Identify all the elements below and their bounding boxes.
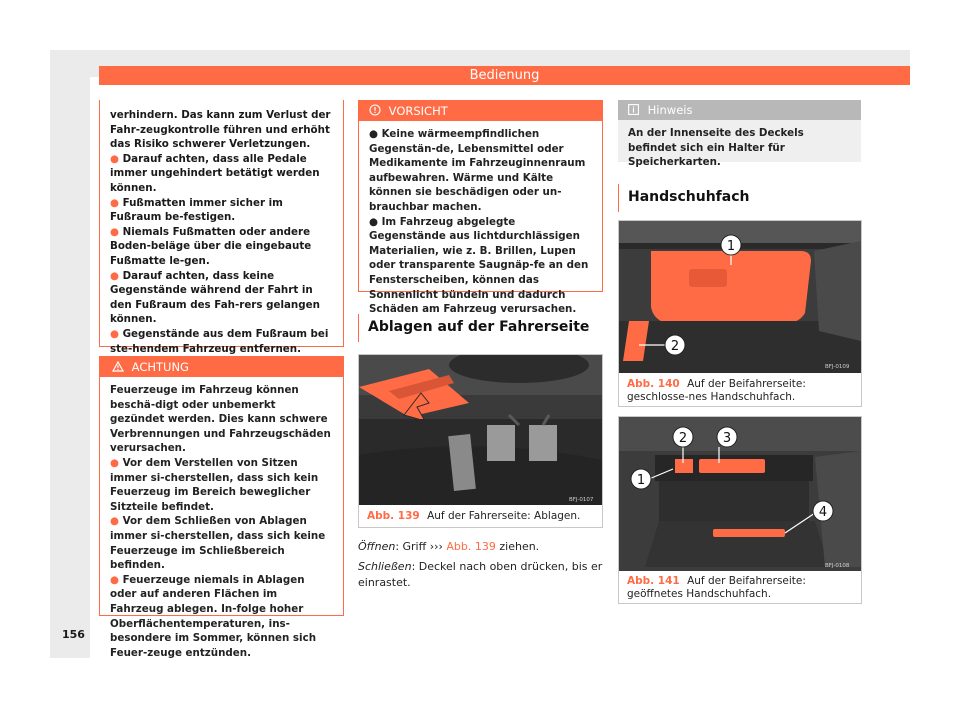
- figure-code: BFJ-0107: [569, 497, 594, 503]
- open-label: Öffnen: [358, 540, 396, 553]
- vorsicht-box: [358, 100, 603, 316]
- close-label: Schließen: [358, 560, 412, 573]
- list-item: ● Darauf achten, dass keine Gegenstände während der Fahrt in den Fußraum des Fah-rers gelangen können.: [110, 269, 320, 326]
- figure-code: BFJ-0108: [825, 563, 850, 569]
- list-item: ● Feuerzeuge niemals in Ablagen oder auf anderen Flächen im Fahrzeug ablegen. In-folge hoher Oberflächentemperaturen, ins-besondere im Sommer, können sich Feuer-zeuge entzünden.: [110, 573, 317, 659]
- hinweis-header: [618, 100, 861, 120]
- figure-caption: [627, 378, 855, 404]
- list-item: ● Niemals Fußmatten oder andere Boden-beläge über die eingebaute Fußmatte le-gen.: [110, 225, 312, 267]
- figure-number: Abb. 139: [367, 510, 420, 522]
- manual-page: [50, 50, 910, 658]
- figure-number: Abb. 141: [627, 575, 680, 587]
- achtung-title: ACHTUNG: [131, 360, 189, 374]
- section-header: Bedienung: [99, 66, 910, 85]
- callout-1: 1: [636, 473, 646, 488]
- figure-caption: [367, 510, 597, 523]
- list-item: ● Keine wärmeempfindlichen Gegenstän-de, Lebensmittel oder Medikamente im Fahrzeuginnenraum aufbewahren. Wärme und Kälte können sie beschädigen oder un-brauchbar machen.: [369, 128, 586, 213]
- list-item: ● Gegenstände aus dem Fußraum bei ste-hendem Fahrzeug entfernen.: [110, 327, 329, 355]
- open-glovebox-image: [619, 417, 861, 571]
- figure-code: BFJ-0109: [825, 364, 850, 370]
- close-instruction: Schließen: Deckel nach oben drücken, bis er einrastet.: [358, 560, 603, 589]
- list-item: ● Darauf achten, dass alle Pedale immer ungehindert betätigt werden können.: [110, 152, 320, 194]
- section-title-handschuhfach: Handschuhfach: [628, 189, 750, 205]
- section-marker: [358, 314, 359, 342]
- hinweis-text: An der Innenseite des Deckels befindet sich ein Halter für Speicherkarten.: [628, 127, 804, 169]
- info-circle-icon: [369, 102, 381, 122]
- caption-text: Auf der Beifahrerseite: geöffnetes Handschuhfach.: [627, 575, 806, 600]
- list-item: ● Vor dem Verstellen von Sitzen immer si-cherstellen, dass sich kein Feuerzeug im Bereich beweglicher Sitzteile befindet.: [110, 456, 319, 513]
- list-item: ● Vor dem Schließen von Ablagen immer si-cherstellen, dass sich keine Feuerzeuge im Schließbereich befinden.: [110, 515, 326, 572]
- callout-4: 4: [818, 505, 828, 520]
- figure-caption: [627, 575, 855, 601]
- figure-140: [618, 220, 862, 407]
- callout-2: 2: [670, 339, 680, 354]
- achtung-header: [100, 357, 343, 377]
- achtung-box: [99, 356, 344, 659]
- open-instruction: Öffnen: Griff ››› Abb. 139 ziehen.: [358, 540, 540, 553]
- figure-number: Abb. 140: [627, 378, 680, 390]
- page-number: 156: [62, 628, 85, 641]
- figure-139: [358, 354, 603, 528]
- closed-glovebox-image: [619, 221, 861, 373]
- pedal-warning-continued: [99, 100, 344, 355]
- list-item: ● Im Fahrzeug abgelegte Gegenstände aus lichtdurchlässigen Materialien, wie z. B. Brillen, Lupen oder transparente Saugnäp-fe an den Fensterscheiben, können das Sonnenlicht bündeln und dadurch Schäden am Fahrzeug verursachen.: [369, 215, 589, 316]
- callout-1: 1: [726, 239, 736, 254]
- hinweis-title: Hinweis: [647, 103, 693, 117]
- hinweis-box: [618, 100, 861, 169]
- callout-2: 2: [678, 431, 688, 446]
- achtung-intro: Feuerzeuge im Fahrzeug können beschä-digt oder unbemerkt gezündet werden. Dies kann schwere Verbrennungen und Fahrzeugschäden verursachen.: [110, 384, 331, 455]
- list-item: ● Fußmatten immer sicher im Fußraum be-festigen.: [110, 196, 283, 224]
- figure-link[interactable]: Abb. 139: [446, 540, 496, 553]
- section-title-fahrerseite: Ablagen auf der Fahrerseite: [368, 319, 590, 335]
- figure-141: [618, 416, 862, 604]
- caption-text: Auf der Beifahrerseite: geschlosse-nes Handschuhfach.: [627, 378, 806, 403]
- section-marker: [618, 184, 619, 212]
- info-square-icon: [628, 101, 639, 121]
- caption-text: Auf der Fahrerseite: Ablagen.: [427, 510, 581, 522]
- warning-triangle-icon: [112, 358, 124, 378]
- intro-text: verhindern. Das kann zum Verlust der Fahr-zeugkontrolle führen und erhöht das Risiko schwerer Verletzungen.: [110, 109, 331, 151]
- driver-footwell-image: [359, 355, 602, 505]
- vorsicht-header: [359, 101, 602, 121]
- callout-3: 3: [722, 431, 732, 446]
- vorsicht-title: VORSICHT: [388, 104, 448, 118]
